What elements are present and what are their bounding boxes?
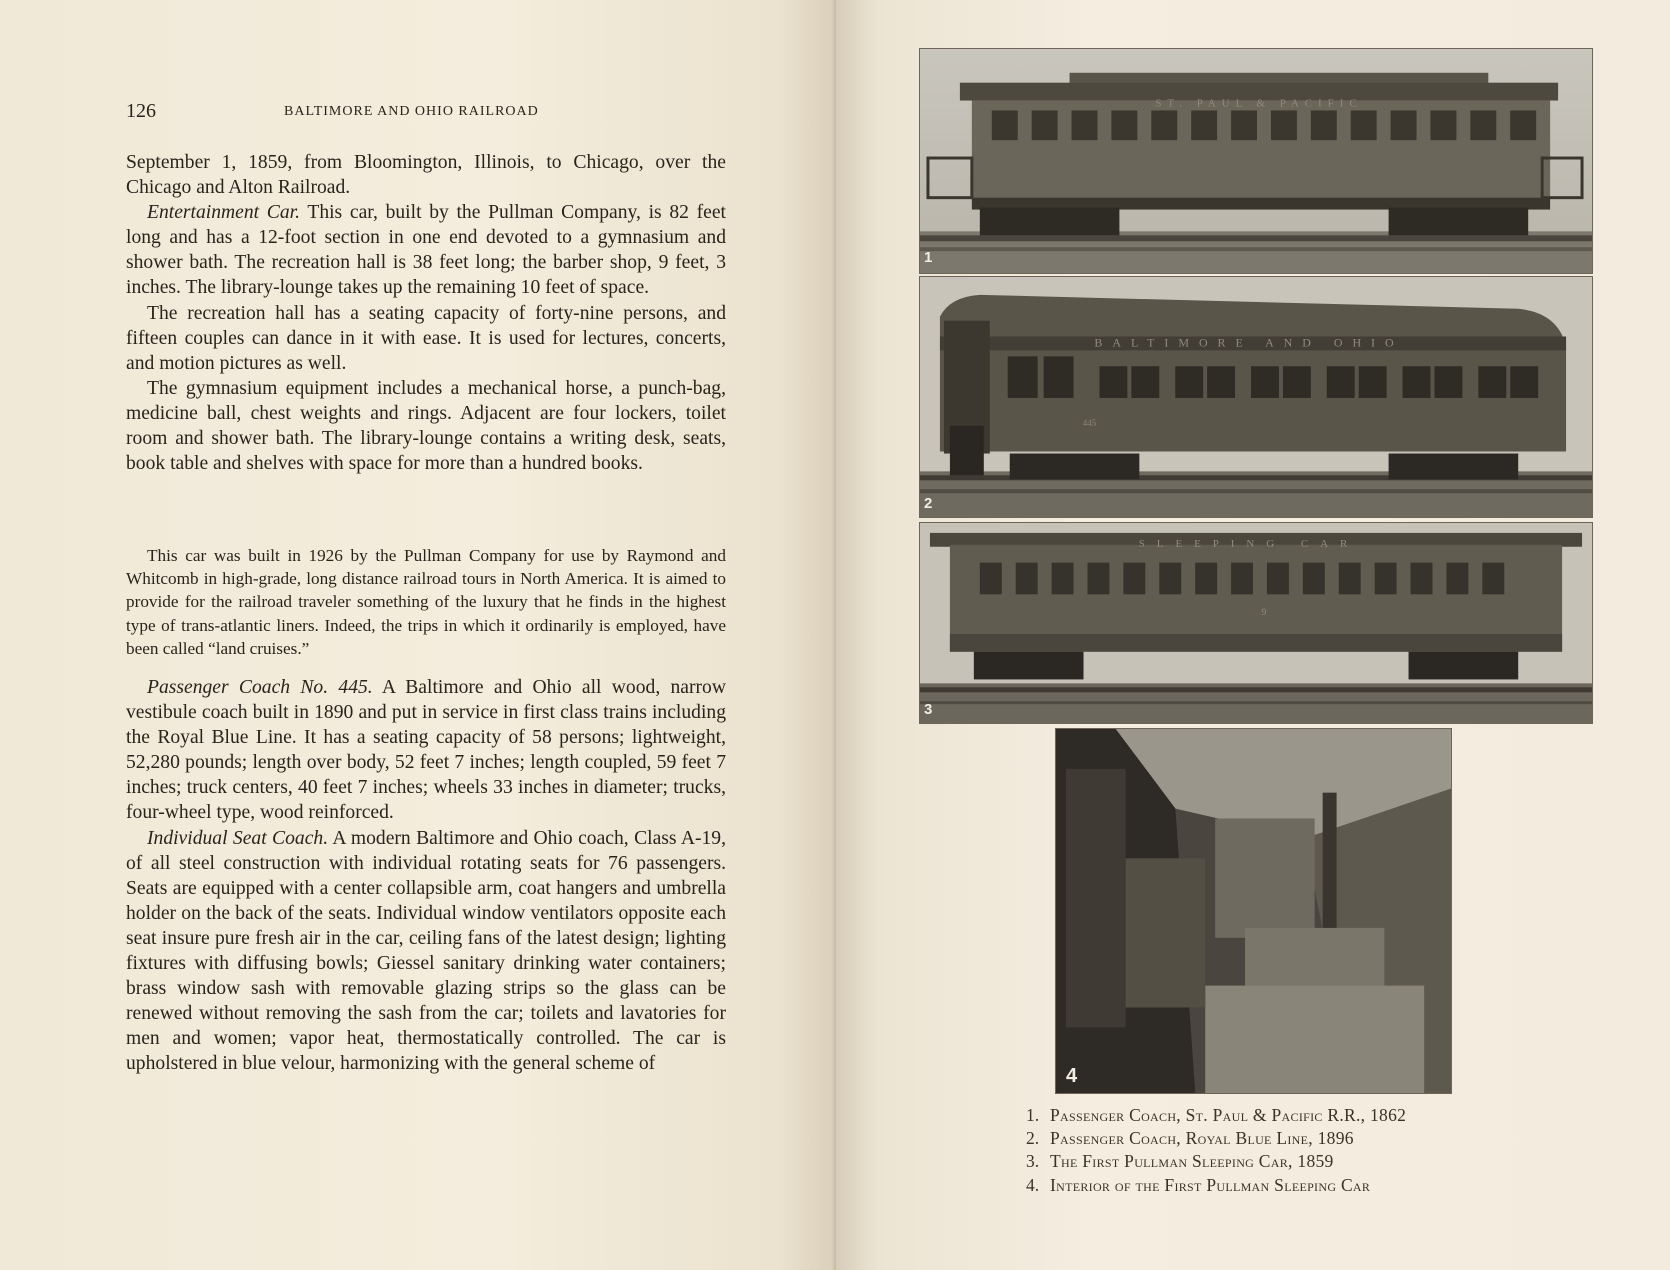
paragraph-title: Individual Seat Coach. bbox=[147, 827, 329, 849]
paragraph: The recreation hall has a seating capacity of forty-nine persons, and fifteen couples can dance in it with ease. It is used for lectures, concerts, and motion pictures as well. bbox=[126, 302, 726, 374]
body-text-block-2 bbox=[126, 675, 726, 1077]
paragraph: September 1, 1859, from Bloomington, Illinois, to Chicago, over the Chicago and Alton Railroad. bbox=[126, 152, 726, 199]
caption-number: 2. bbox=[1026, 1128, 1040, 1149]
caption-text: Passenger Coach, St. Paul & Pacific R.R., 1862 bbox=[1050, 1105, 1407, 1125]
paragraph-title: Entertainment Car. bbox=[147, 202, 301, 224]
photo-4-image bbox=[1056, 729, 1451, 1093]
caption-number: 4. bbox=[1026, 1174, 1040, 1195]
small-print-block bbox=[126, 544, 726, 660]
caption-text: The First Pullman Sleeping Car, 1859 bbox=[1050, 1151, 1334, 1172]
photo-2-car-lettering: BALTIMORE AND OHIO bbox=[1094, 335, 1404, 350]
running-head bbox=[126, 100, 726, 130]
small-paragraph: This car was built in 1926 by the Pullman Company for use by Raymond and Whitcomb in high-grade, long distance railroad tours in North America. It is aimed to provide for the railroad traveler something of the luxury that he finds in the highest type of trans-atlantic liners. Indeed, the trips in which it ordinarily is employed, have been called “land cruises.” bbox=[126, 546, 726, 658]
paragraph: The gymnasium equipment includes a mechanical horse, a punch-bag, medicine ball, chest weights and rings. Adjacent are four lockers, toilet room and shower bath. The library-lounge contains a writing desk, seats, book table and shelves with space for more than a hundred books. bbox=[126, 377, 726, 475]
caption-2 bbox=[1026, 1127, 1496, 1150]
photo-2-car-number: 445 bbox=[1082, 417, 1097, 428]
photo-1-car-lettering: ST. PAUL & PACIFIC bbox=[1155, 97, 1363, 110]
paragraph-body: A Baltimore and Ohio all wood, narrow vestibule coach built in 1890 and put in service in first class trains including the Royal Blue Line. It has a seating capacity of 58 persons; lightweight, 52,280 pounds; length over body, 52 feet 7 inches; length coupled, 59 feet 7 inches; truck centers, 40 feet 7 inches; wheels 33 inches in diameter; trucks, four-wheel type, wood reinforced. bbox=[126, 677, 726, 824]
caption-text: Interior of the First Pullman Sleeping Car bbox=[1050, 1174, 1371, 1195]
caption-number: 3. bbox=[1026, 1151, 1040, 1172]
paragraph-body: This car, built by the Pullman Company, is 82 feet long and has a 12-foot section in one end devoted to a gymnasium and shower bath. The recreation hall is 38 feet long; the barber shop, 9 feet, 3 inches. The library-lounge takes up the remaining 10 feet of space. bbox=[126, 202, 726, 299]
paragraph-passenger-coach bbox=[126, 675, 726, 826]
photo-4-number: 4 bbox=[1066, 1065, 1078, 1087]
paragraph-entertainment-car bbox=[126, 200, 726, 300]
paragraph-title: Passenger Coach No. 445. bbox=[147, 677, 373, 698]
photo-3-image bbox=[920, 523, 1592, 723]
paragraph-individual-seat-coach bbox=[126, 826, 726, 1077]
photo-1-image bbox=[920, 49, 1592, 273]
photo-2-image bbox=[920, 277, 1592, 517]
photo-passenger-coach-1862 bbox=[919, 48, 1593, 274]
running-head-title: BALTIMORE AND OHIO RAILROAD bbox=[284, 104, 539, 119]
body-text-block-1 bbox=[126, 150, 726, 476]
caption-number: 1. bbox=[1026, 1105, 1040, 1125]
photo-captions bbox=[1026, 1104, 1496, 1197]
photo-1-number: 1 bbox=[924, 249, 933, 266]
photo-passenger-coach-1896 bbox=[919, 276, 1593, 518]
caption-1 bbox=[1026, 1104, 1496, 1127]
photo-3-number: 3 bbox=[924, 701, 933, 718]
page-number: 126 bbox=[126, 100, 156, 122]
caption-4 bbox=[1026, 1174, 1496, 1197]
photo-3-car-number: 9 bbox=[1261, 607, 1267, 619]
photo-first-pullman-sleeping-car bbox=[919, 522, 1593, 724]
caption-3 bbox=[1026, 1150, 1496, 1173]
caption-text: Passenger Coach, Royal Blue Line, 1896 bbox=[1050, 1128, 1354, 1149]
photo-sleeping-car-interior bbox=[1055, 728, 1452, 1094]
photo-3-car-lettering: SLEEPING CAR bbox=[1138, 537, 1360, 550]
paragraph-body: A modern Baltimore and Ohio coach, Class A-19, of all steel construction with individual rotating seats for 76 passengers. Seats are equipped with a center collapsible arm, coat hangers and umbrella holder on the back of the seats. Individual window ventilators opposite each seat insure pure fresh air in the car, ceiling fans of the latest design; lighting fixtures with diffusing bowls; Giessel sanitary drinking water containers; brass window sash with removable glazing strips so the glass can be renewed without removing the sash from the car; toilets and lavatories for men and women; vapor heat, thermostatically controlled. The car is upholstered in blue velour, harmonizing with the general scheme of bbox=[126, 827, 726, 1075]
photo-2-number: 2 bbox=[924, 495, 933, 512]
